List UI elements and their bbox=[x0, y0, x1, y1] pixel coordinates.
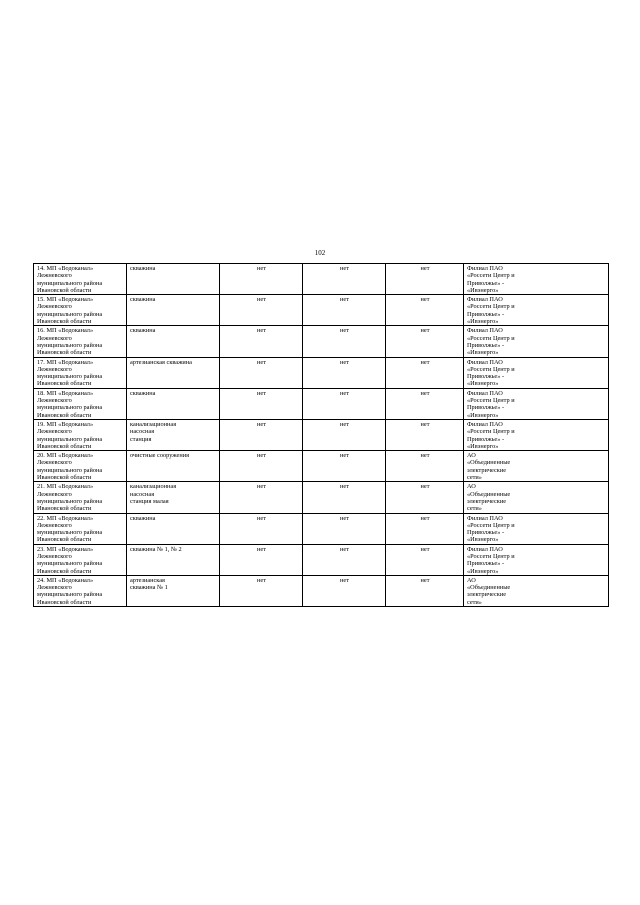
col4-cell: нет bbox=[303, 326, 386, 357]
col5-cell: нет bbox=[386, 295, 464, 326]
object-cell: канализационная насосная станция bbox=[127, 419, 220, 450]
supplier-cell: Филиал ПАО «Россети Центр и Приволжье» - «Ивэнерго» bbox=[464, 419, 609, 450]
col4-cell: нет bbox=[303, 357, 386, 388]
col3-cell: нет bbox=[220, 264, 303, 295]
col3-cell: нет bbox=[220, 357, 303, 388]
object-cell: канализационная насосная станция малая bbox=[127, 482, 220, 513]
supplier-cell: Филиал ПАО «Россети Центр и Приволжье» - «Ивэнерго» bbox=[464, 544, 609, 575]
table-row bbox=[34, 419, 609, 450]
object-cell: артезианская скважина № 1 bbox=[127, 575, 220, 606]
owner-cell: 24. МП «Водоканал» Лежневского муниципального района Ивановской области bbox=[34, 575, 127, 606]
col4-cell: нет bbox=[303, 544, 386, 575]
supplier-cell: Филиал ПАО «Россети Центр и Приволжье» - «Ивэнерго» bbox=[464, 388, 609, 419]
col3-cell: нет bbox=[220, 575, 303, 606]
owner-cell: 17. МП «Водоканал» Лежневского муниципального района Ивановской области bbox=[34, 357, 127, 388]
table-row bbox=[34, 326, 609, 357]
table-row bbox=[34, 482, 609, 513]
object-cell: скважина № 1, № 2 bbox=[127, 544, 220, 575]
col3-cell: нет bbox=[220, 451, 303, 482]
col4-cell: нет bbox=[303, 482, 386, 513]
table-row bbox=[34, 388, 609, 419]
owner-cell: 16. МП «Водоканал» Лежневского муниципального района Ивановской области bbox=[34, 326, 127, 357]
owner-cell: 15. МП «Водоканал» Лежневского муниципального района Ивановской области bbox=[34, 295, 127, 326]
table-row bbox=[34, 295, 609, 326]
owner-cell: 19. МП «Водоканал» Лежневского муниципального района Ивановской области bbox=[34, 419, 127, 450]
table-row bbox=[34, 264, 609, 295]
facilities-table bbox=[33, 263, 609, 607]
col3-cell: нет bbox=[220, 388, 303, 419]
col5-cell: нет bbox=[386, 544, 464, 575]
table-row bbox=[34, 357, 609, 388]
object-cell: артезианская скважина bbox=[127, 357, 220, 388]
table-body bbox=[34, 264, 609, 607]
object-cell: скважина bbox=[127, 388, 220, 419]
supplier-cell: Филиал ПАО «Россети Центр и Приволжье» - «Ивэнерго» bbox=[464, 326, 609, 357]
supplier-cell: АО «Объединенные электрические сети» bbox=[464, 575, 609, 606]
supplier-cell: Филиал ПАО «Россети Центр и Приволжье» - «Ивэнерго» bbox=[464, 295, 609, 326]
table-row bbox=[34, 575, 609, 606]
col5-cell: нет bbox=[386, 388, 464, 419]
col4-cell: нет bbox=[303, 388, 386, 419]
col4-cell: нет bbox=[303, 264, 386, 295]
owner-cell: 21. МП «Водоканал» Лежневского муниципального района Ивановской области bbox=[34, 482, 127, 513]
object-cell: скважина bbox=[127, 295, 220, 326]
col5-cell: нет bbox=[386, 419, 464, 450]
col5-cell: нет bbox=[386, 264, 464, 295]
supplier-cell: Филиал ПАО «Россети Центр и Приволжье» - «Ивэнерго» bbox=[464, 357, 609, 388]
col3-cell: нет bbox=[220, 513, 303, 544]
col3-cell: нет bbox=[220, 326, 303, 357]
owner-cell: 23. МП «Водоканал» Лежневского муниципального района Ивановской области bbox=[34, 544, 127, 575]
owner-cell: 14. МП «Водоканал» Лежневского муниципального района Ивановской области bbox=[34, 264, 127, 295]
col5-cell: нет bbox=[386, 513, 464, 544]
col4-cell: нет bbox=[303, 451, 386, 482]
object-cell: скважина bbox=[127, 264, 220, 295]
supplier-cell: Филиал ПАО «Россети Центр и Приволжье» - «Ивэнерго» bbox=[464, 513, 609, 544]
supplier-cell: АО «Объединенные электрические сети» bbox=[464, 451, 609, 482]
col3-cell: нет bbox=[220, 295, 303, 326]
object-cell: очистные сооружения bbox=[127, 451, 220, 482]
col3-cell: нет bbox=[220, 482, 303, 513]
object-cell: скважина bbox=[127, 326, 220, 357]
supplier-cell: Филиал ПАО «Россети Центр и Приволжье» - «Ивэнерго» bbox=[464, 264, 609, 295]
table-row bbox=[34, 544, 609, 575]
col5-cell: нет bbox=[386, 326, 464, 357]
supplier-cell: АО «Объединенные электрические сети» bbox=[464, 482, 609, 513]
page-number: 102 bbox=[314, 249, 326, 257]
col4-cell: нет bbox=[303, 295, 386, 326]
col3-cell: нет bbox=[220, 419, 303, 450]
col5-cell: нет bbox=[386, 575, 464, 606]
col5-cell: нет bbox=[386, 451, 464, 482]
owner-cell: 22. МП «Водоканал» Лежневского муниципального района Ивановской области bbox=[34, 513, 127, 544]
owner-cell: 18. МП «Водоканал» Лежневского муниципального района Ивановской области bbox=[34, 388, 127, 419]
col5-cell: нет bbox=[386, 482, 464, 513]
table-row bbox=[34, 451, 609, 482]
owner-cell: 20. МП «Водоканал» Лежневского муниципального района Ивановской области bbox=[34, 451, 127, 482]
col4-cell: нет bbox=[303, 575, 386, 606]
col5-cell: нет bbox=[386, 357, 464, 388]
col3-cell: нет bbox=[220, 544, 303, 575]
table-row bbox=[34, 513, 609, 544]
col4-cell: нет bbox=[303, 513, 386, 544]
col4-cell: нет bbox=[303, 419, 386, 450]
object-cell: скважина bbox=[127, 513, 220, 544]
